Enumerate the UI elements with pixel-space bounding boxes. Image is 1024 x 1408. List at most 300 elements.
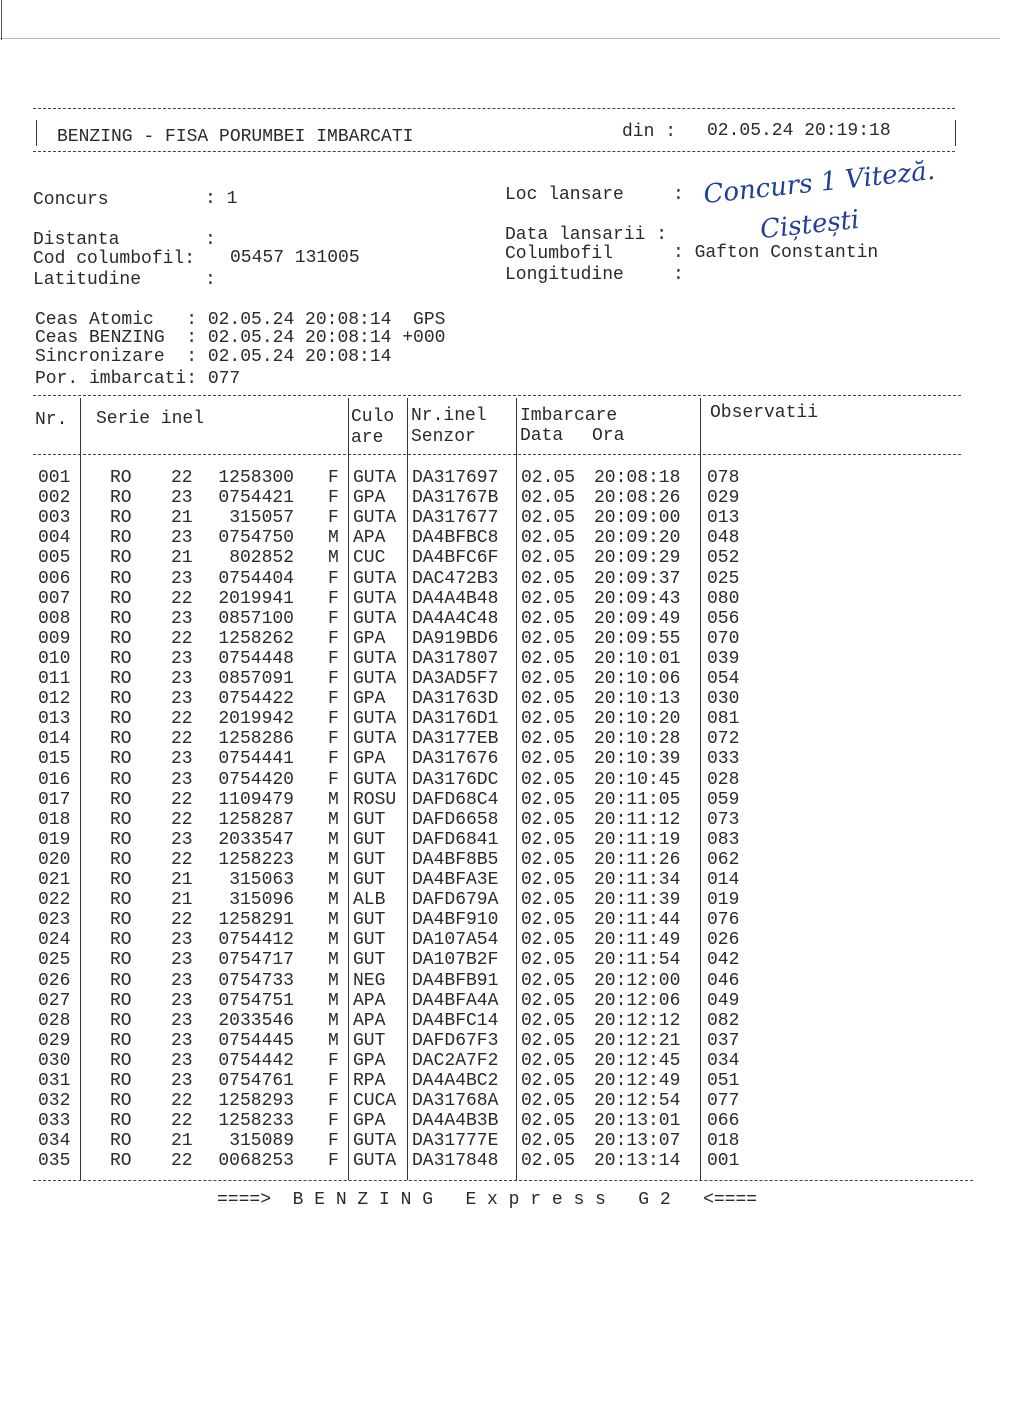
row-year: 23 [171,669,193,689]
table-row [0,1111,1024,1131]
latitudine-value: : [205,270,216,290]
table-row [0,729,1024,749]
table-row [0,1131,1024,1151]
row-year: 22 [171,1111,193,1132]
table-row [0,1051,1024,1071]
row-time: 20:09:37 [594,568,681,589]
row-nr: 008 [38,608,71,629]
row-year: 23 [171,970,193,991]
row-nr: 017 [38,789,71,810]
table-row [0,830,1024,850]
row-sensor: DAFD68C4 [412,789,499,810]
row-ring-number: 1258300 [218,468,294,488]
row-nr: 006 [38,568,71,589]
row-country: RO [110,990,132,1011]
row-date: 02.05 [521,729,576,750]
row-ring-number: 2019942 [218,709,294,730]
row-sensor: DA4BF8B5 [412,849,499,870]
row-observatii: 034 [707,1050,740,1071]
row-country: RO [110,1030,132,1051]
row-date: 02.05 [521,1030,576,1051]
table-row [0,1151,1024,1171]
row-year: 23 [171,608,193,629]
table-row [0,790,1024,810]
row-date: 02.05 [521,890,576,911]
row-date: 02.05 [521,1131,576,1152]
row-country: RO [110,488,132,509]
row-color: CUC [353,548,386,569]
table-row [0,971,1024,991]
row-color: GUTA [353,568,397,589]
table-row [0,850,1024,870]
row-sex: F [328,648,339,669]
row-sex: M [328,829,339,850]
row-time: 20:11:19 [594,829,681,850]
row-sex: F [328,608,339,629]
row-date: 02.05 [521,870,576,890]
col-serie-inel: Serie inel [96,409,205,429]
row-time: 20:09:49 [594,608,681,629]
row-nr: 032 [38,1091,71,1112]
row-color: GUTA [353,709,397,730]
row-ring-number: 2033547 [218,829,294,850]
row-ring-number: 0754404 [218,568,294,589]
col-nr-inel: Nr.inel [411,406,487,426]
table-row [0,810,1024,830]
row-observatii: 033 [707,749,740,770]
row-sex: F [328,709,339,730]
row-year: 23 [171,528,193,549]
row-year: 22 [171,729,193,750]
row-country: RO [110,1091,132,1112]
row-ring-number: 315096 [229,890,294,911]
row-color: GPA [353,749,386,770]
row-country: RO [110,970,132,991]
row-country: RO [110,608,132,629]
row-ring-number: 0754421 [218,488,294,509]
row-date: 02.05 [521,1010,576,1031]
row-time: 20:09:00 [594,508,681,529]
row-observatii: 072 [707,729,740,750]
row-country: RO [110,729,132,750]
col-data: Data [520,426,564,446]
row-ring-number: 1258286 [218,729,294,750]
row-year: 21 [171,870,193,890]
longitudine-label: Longitudine [505,265,624,285]
row-time: 20:11:26 [594,849,681,870]
row-time: 20:13:07 [594,1131,681,1152]
row-observatii: 052 [707,548,740,569]
row-sensor: DA4BF910 [412,910,499,931]
row-sensor: DA4A4B3B [412,1111,499,1132]
row-sensor: DA107A54 [412,930,499,951]
row-observatii: 048 [707,528,740,549]
row-color: ALB [353,890,386,911]
loc-lansare-value: : [673,185,684,205]
row-color: GUT [353,870,386,890]
row-date: 02.05 [521,1091,576,1112]
row-ring-number: 0754441 [218,749,294,770]
row-ring-number: 2033546 [218,1010,294,1031]
row-time: 20:12:21 [594,1030,681,1051]
row-observatii: 019 [707,890,740,911]
row-year: 22 [171,1151,193,1172]
row-ring-number: 315089 [229,1131,294,1152]
row-sex: F [328,628,339,649]
row-country: RO [110,528,132,549]
row-date: 02.05 [521,568,576,589]
row-sex: F [328,468,339,488]
table-row [0,910,1024,930]
row-time: 20:12:54 [594,1091,681,1112]
row-time: 20:11:34 [594,870,681,890]
row-sensor: DA317676 [412,749,499,770]
row-year: 23 [171,1050,193,1071]
row-country: RO [110,1010,132,1031]
latitudine-label: Latitudine [33,270,142,290]
table-row [0,890,1024,910]
row-sex: M [328,890,339,911]
row-ring-number: 1258293 [218,1091,294,1112]
porumbei-imbarcati: Por. imbarcati: 077 [35,369,241,389]
row-nr: 012 [38,689,71,710]
row-country: RO [110,890,132,911]
row-country: RO [110,1050,132,1071]
row-time: 20:13:14 [594,1151,681,1172]
row-color: RPA [353,1071,386,1091]
col-senzor: Senzor [411,427,476,447]
row-ring-number: 1109479 [218,789,294,810]
col-observatii: Observatii [710,403,819,423]
row-date: 02.05 [521,628,576,649]
table-row [0,528,1024,548]
row-time: 20:11:05 [594,789,681,810]
row-sensor: DA317807 [412,648,499,669]
row-country: RO [110,1151,132,1172]
document-title: BENZING - FISA PORUMBEI IMBARCATI [57,127,414,147]
row-date: 02.05 [521,689,576,710]
row-date: 02.05 [521,769,576,790]
row-color: GPA [353,689,386,710]
row-sensor: DA317848 [412,1151,499,1172]
row-country: RO [110,568,132,589]
row-date: 02.05 [521,1151,576,1172]
row-year: 23 [171,648,193,669]
row-year: 23 [171,689,193,710]
concurs-label: Concurs [33,190,109,210]
row-color: GPA [353,1050,386,1071]
row-date: 02.05 [521,709,576,730]
row-ring-number: 1258233 [218,1111,294,1132]
row-time: 20:10:20 [594,709,681,730]
row-country: RO [110,1071,132,1091]
row-time: 20:09:55 [594,628,681,649]
row-sex: F [328,568,339,589]
row-observatii: 076 [707,910,740,931]
row-observatii: 073 [707,809,740,830]
row-color: APA [353,990,386,1011]
row-country: RO [110,669,132,689]
row-sensor: DA4BFC6F [412,548,499,569]
row-country: RO [110,709,132,730]
row-observatii: 030 [707,689,740,710]
row-observatii: 078 [707,468,740,488]
row-date: 02.05 [521,648,576,669]
row-observatii: 051 [707,1071,740,1091]
row-nr: 005 [38,548,71,569]
row-time: 20:11:39 [594,890,681,911]
row-observatii: 062 [707,849,740,870]
row-date: 02.05 [521,1111,576,1132]
handwritten-note-location: Ciștești [758,204,861,246]
row-year: 22 [171,789,193,810]
row-year: 23 [171,930,193,951]
row-sensor: DA31777E [412,1131,499,1152]
row-sex: M [328,548,339,569]
row-country: RO [110,749,132,770]
row-color: GUTA [353,729,397,750]
row-nr: 010 [38,648,71,669]
row-year: 23 [171,488,193,509]
table-row [0,569,1024,589]
row-sensor: DA4A4BC2 [412,1071,499,1091]
row-country: RO [110,648,132,669]
row-time: 20:11:44 [594,910,681,931]
row-date: 02.05 [521,548,576,569]
handwritten-note: Concurs 1 Viteză. [702,155,937,211]
row-sex: M [328,910,339,931]
table-row [0,870,1024,890]
row-nr: 031 [38,1071,71,1091]
col-ora: Ora [592,426,625,446]
row-year: 21 [171,890,193,911]
row-color: GUT [353,1030,386,1051]
sincronizare: Sincronizare : 02.05.24 20:08:14 [35,347,392,367]
row-sex: F [328,1091,339,1112]
row-sensor: DAFD679A [412,890,499,911]
row-country: RO [110,548,132,569]
row-sex: F [328,1131,339,1152]
row-date: 02.05 [521,468,576,488]
row-sex: F [328,588,339,609]
row-nr: 028 [38,1010,71,1031]
row-year: 23 [171,990,193,1011]
row-color: GUTA [353,588,397,609]
row-sex: M [328,1030,339,1051]
row-country: RO [110,789,132,810]
row-year: 21 [171,548,193,569]
row-sex: F [328,729,339,750]
row-sensor: DA31763D [412,689,499,710]
row-country: RO [110,910,132,931]
row-sex: F [328,769,339,790]
row-sensor: DA4A4C48 [412,608,499,629]
row-nr: 023 [38,910,71,931]
row-sex: F [328,1151,339,1172]
row-observatii: 014 [707,870,740,890]
row-nr: 030 [38,1050,71,1071]
row-observatii: 083 [707,829,740,850]
row-country: RO [110,870,132,890]
row-time: 20:12:00 [594,970,681,991]
row-color: GUTA [353,508,397,529]
row-year: 21 [171,1131,193,1152]
row-year: 22 [171,468,193,488]
row-nr: 035 [38,1151,71,1172]
row-date: 02.05 [521,749,576,770]
row-sex: M [328,870,339,890]
col-nr: Nr. [35,410,68,430]
row-color: GUT [353,809,386,830]
row-observatii: 037 [707,1030,740,1051]
row-color: GUT [353,950,386,971]
col-imbarcare: Imbarcare [520,406,618,426]
row-ring-number: 0754750 [218,528,294,549]
row-date: 02.05 [521,669,576,689]
row-year: 23 [171,1010,193,1031]
row-nr: 007 [38,588,71,609]
row-observatii: 059 [707,789,740,810]
row-observatii: 026 [707,930,740,951]
table-row [0,1071,1024,1091]
row-observatii: 018 [707,1131,740,1152]
row-sex: F [328,1050,339,1071]
row-observatii: 054 [707,669,740,689]
row-nr: 002 [38,488,71,509]
row-sensor: DA31768A [412,1091,499,1112]
distanta-value: : [205,230,216,250]
row-nr: 021 [38,870,71,890]
row-date: 02.05 [521,849,576,870]
row-year: 22 [171,709,193,730]
row-sex: F [328,669,339,689]
row-ring-number: 315057 [229,508,294,529]
table-row [0,709,1024,729]
row-color: ROSU [353,789,397,810]
row-sensor: DA4BFC14 [412,1010,499,1031]
row-ring-number: 0754412 [218,930,294,951]
cod-label: Cod columbofil: [33,249,196,269]
row-country: RO [110,628,132,649]
table-row [0,1031,1024,1051]
row-year: 23 [171,769,193,790]
row-sensor: DA317677 [412,508,499,529]
header-bottom-rule [33,151,955,152]
row-observatii: 070 [707,628,740,649]
row-color: GUTA [353,468,397,488]
row-time: 20:10:28 [594,729,681,750]
row-nr: 018 [38,809,71,830]
row-sex: F [328,1071,339,1091]
row-observatii: 080 [707,588,740,609]
row-time: 20:09:43 [594,588,681,609]
row-observatii: 046 [707,970,740,991]
row-sensor: DA4BFB91 [412,970,499,991]
row-observatii: 039 [707,648,740,669]
table-row [0,488,1024,508]
row-observatii: 066 [707,1111,740,1132]
row-country: RO [110,829,132,850]
din-label: din : [622,122,677,142]
row-date: 02.05 [521,930,576,951]
row-time: 20:09:29 [594,548,681,569]
row-date: 02.05 [521,508,576,529]
row-country: RO [110,588,132,609]
row-ring-number: 2019941 [218,588,294,609]
row-nr: 022 [38,890,71,911]
row-observatii: 081 [707,709,740,730]
row-date: 02.05 [521,809,576,830]
row-sex: M [328,789,339,810]
row-sensor: DA4BFA3E [412,870,499,890]
row-ring-number: 1258287 [218,809,294,830]
table-header-rule [33,454,961,455]
row-date: 02.05 [521,608,576,629]
row-sensor: DAFD67F3 [412,1030,499,1051]
row-time: 20:11:12 [594,809,681,830]
row-observatii: 013 [707,508,740,529]
distanta-label: Distanta [33,230,120,250]
row-color: APA [353,1010,386,1031]
row-time: 20:10:06 [594,669,681,689]
row-sex: M [328,950,339,971]
table-row [0,689,1024,709]
row-ring-number: 0754751 [218,990,294,1011]
table-row [0,649,1024,669]
row-color: GUT [353,910,386,931]
row-sensor: DA3177EB [412,729,499,750]
row-date: 02.05 [521,910,576,931]
row-date: 02.05 [521,488,576,509]
row-ring-number: 802852 [229,548,294,569]
row-date: 02.05 [521,970,576,991]
table-row [0,1011,1024,1031]
row-sensor: DA4BFA4A [412,990,499,1011]
row-date: 02.05 [521,1050,576,1071]
row-date: 02.05 [521,950,576,971]
row-observatii: 077 [707,1091,740,1112]
row-date: 02.05 [521,528,576,549]
row-nr: 009 [38,628,71,649]
concurs-value: : 1 [205,189,238,209]
row-year: 23 [171,950,193,971]
row-time: 20:12:49 [594,1071,681,1091]
row-nr: 004 [38,528,71,549]
row-nr: 011 [38,669,71,689]
row-observatii: 049 [707,990,740,1011]
row-date: 02.05 [521,789,576,810]
row-nr: 015 [38,749,71,770]
row-ring-number: 1258291 [218,910,294,931]
row-year: 22 [171,628,193,649]
row-country: RO [110,1111,132,1132]
cod-value: 05457 131005 [230,248,360,268]
row-country: RO [110,508,132,529]
header-left-border [36,120,37,146]
row-color: GUT [353,829,386,850]
row-time: 20:08:18 [594,468,681,488]
row-year: 23 [171,749,193,770]
row-time: 20:09:20 [594,528,681,549]
row-year: 23 [171,1071,193,1091]
row-ring-number: 0754448 [218,648,294,669]
row-color: GUTA [353,648,397,669]
row-date: 02.05 [521,829,576,850]
row-time: 20:13:01 [594,1111,681,1132]
row-observatii: 025 [707,568,740,589]
row-nr: 034 [38,1131,71,1152]
row-time: 20:10:39 [594,749,681,770]
